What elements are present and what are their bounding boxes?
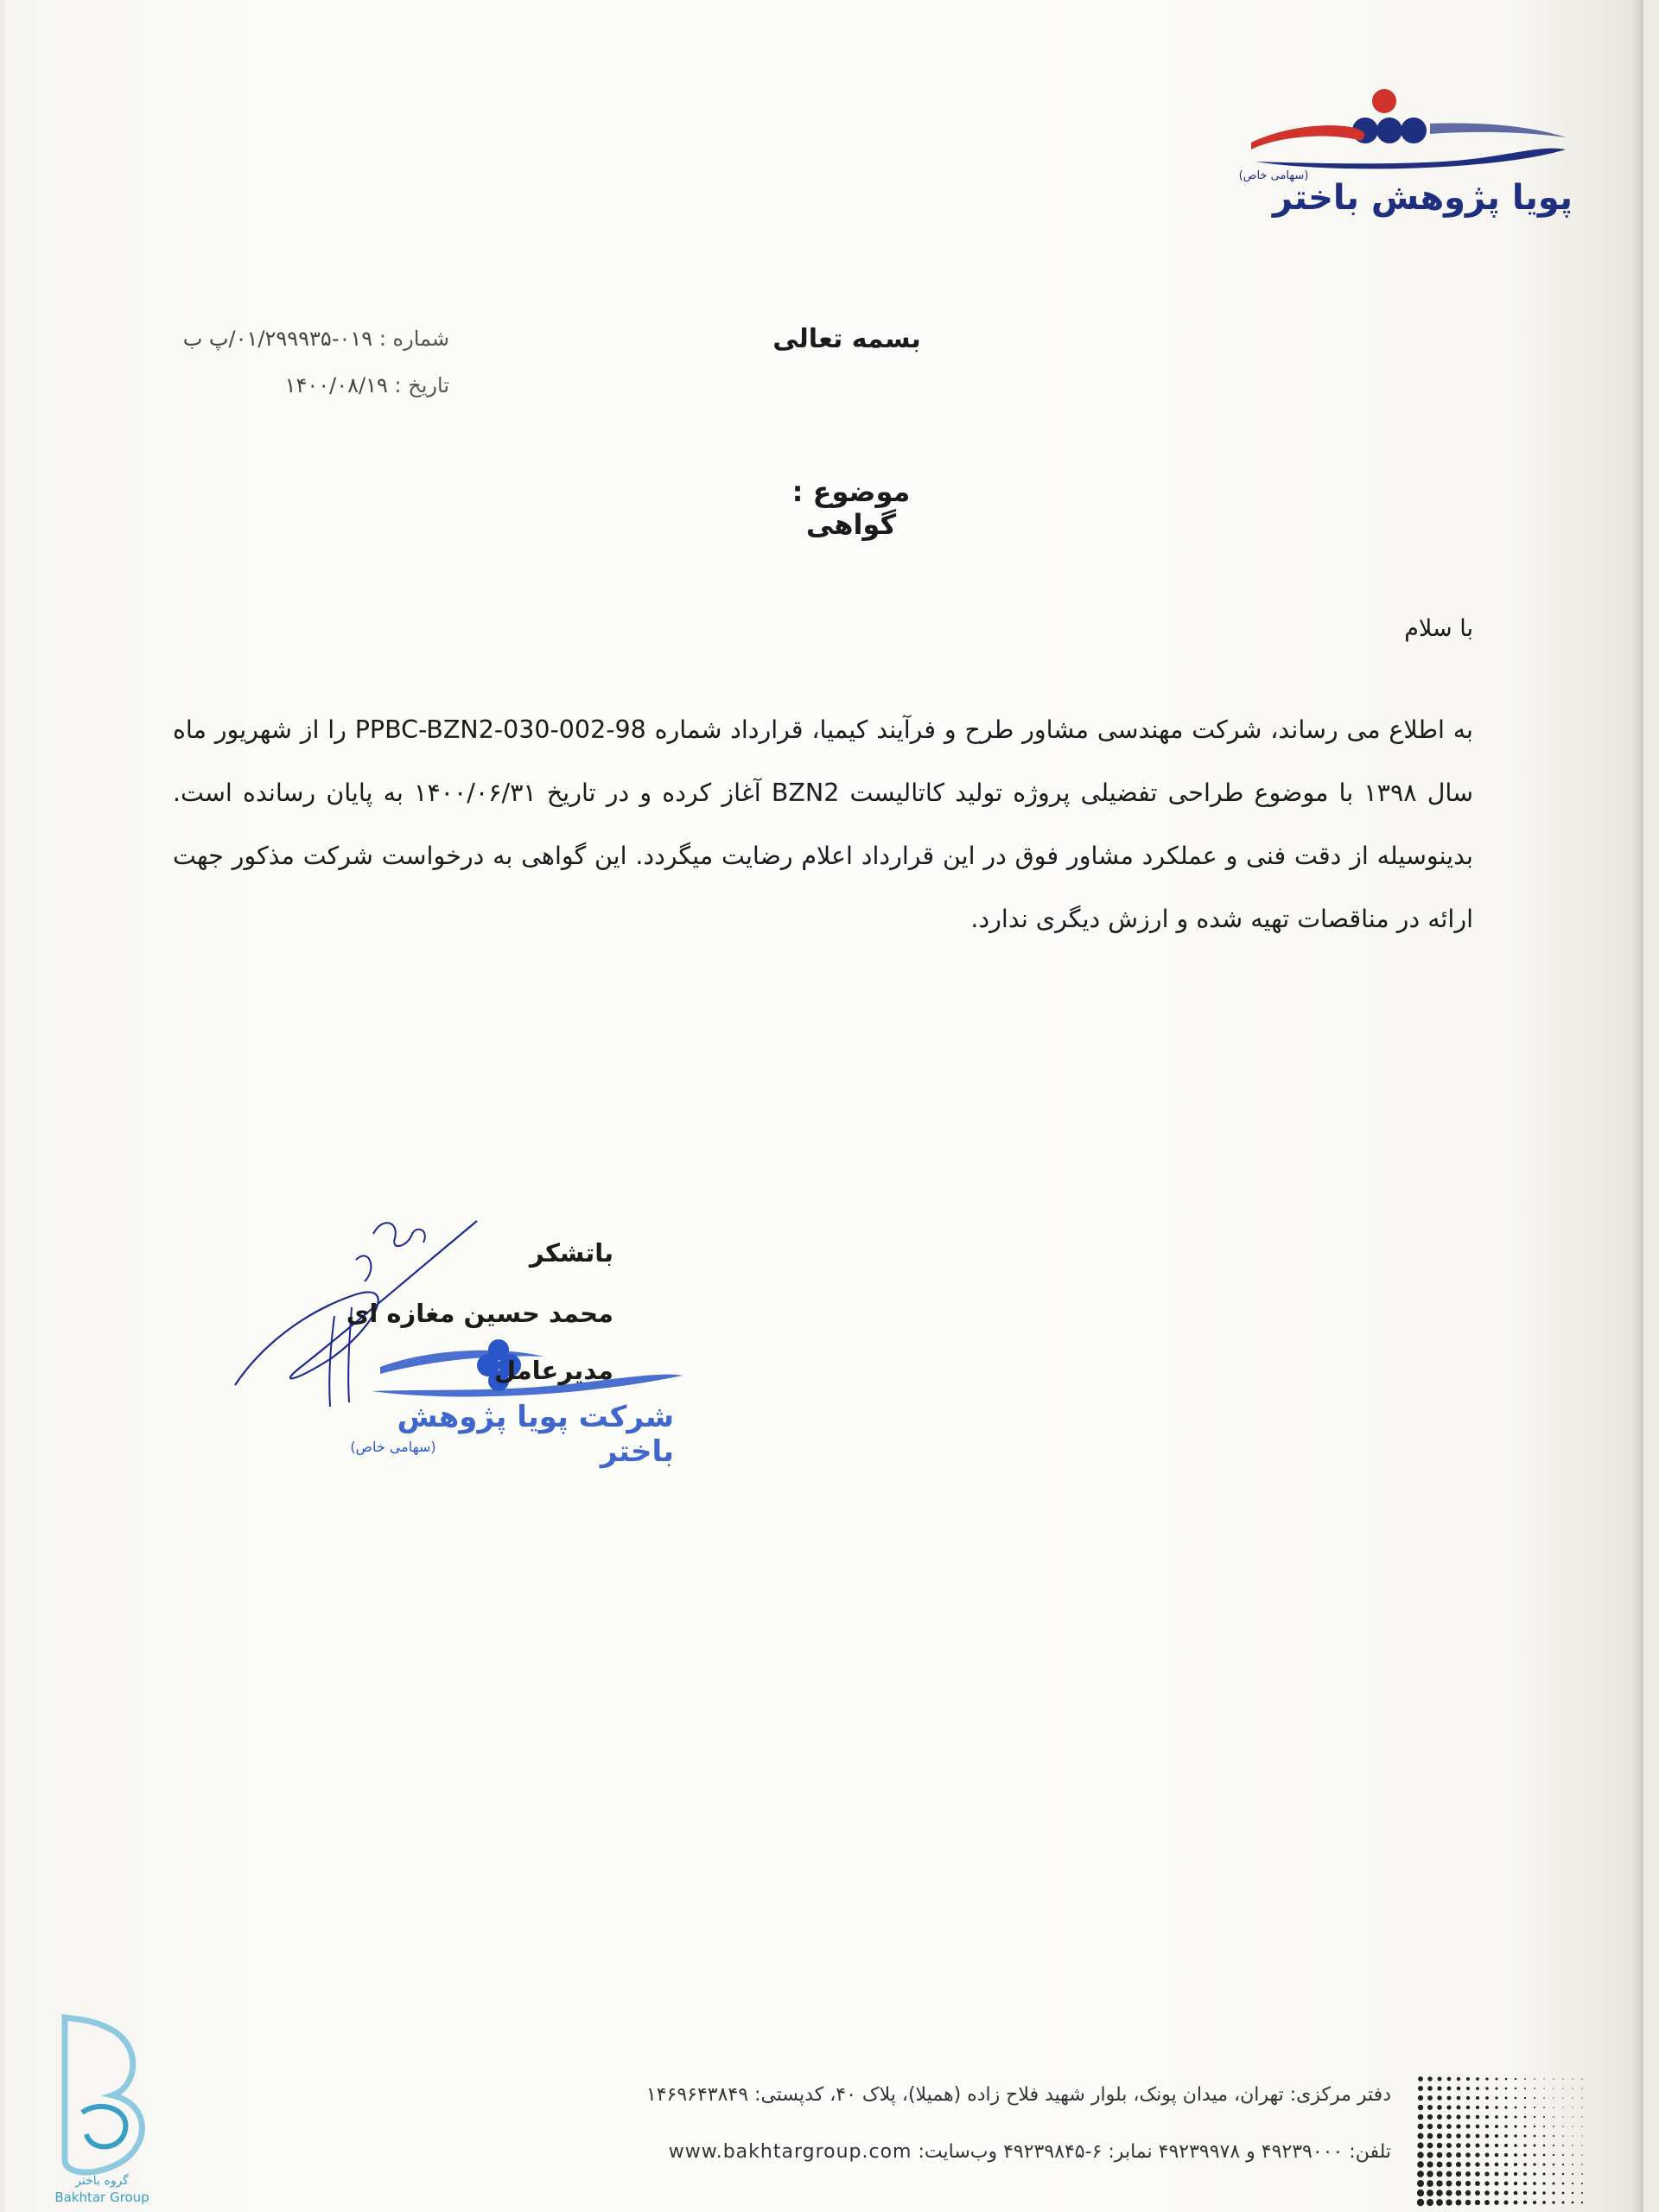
stamp-company-tag: (سهامی خاص) (350, 1439, 436, 1455)
logo-company-tag: (سهامی خاص) (1238, 169, 1309, 182)
basmala-heading: بسمه تعالی (772, 324, 921, 354)
letter-number-row (130, 327, 449, 351)
letter-subject: موضوع : گواهی (791, 475, 911, 541)
signature-thanks: باتشکر (529, 1238, 613, 1268)
footer-brand-en: Bakhtar Group (54, 2190, 149, 2205)
letter-date-label: تاریخ : (394, 373, 449, 397)
letter-greeting: با سلام (1404, 615, 1473, 642)
letter-date-value: ۱۴۰۰/۰۸/۱۹ (284, 373, 388, 397)
logo-company-name: پویا پژوهش باختر (1272, 178, 1573, 218)
footer-brand-fa: گروه باختر (75, 2174, 129, 2188)
letter-date-row (130, 373, 449, 397)
footer-contact: تلفن: ۴۹۲۳۹۰۰۰ و ۴۹۲۳۹۹۷۸ نمابر: ۶-۴۹۲۳۹۸۴۵ وب‌سایت: www.bakhtargroup.com (668, 2141, 1391, 2163)
signatory-name: محمد حسین مغازه ای (346, 1299, 613, 1328)
letter-body: به اطلاع می رساند، شرکت مهندسی مشاور طرح و فرآیند کیمیا، قرارداد شماره 98-PPBC-BZN2-030-002 را از شهریور ماه سال ۱۳۹۸ با موضوع طراحی تفضیلی پروژه تولید کاتالیست BZN2 آغاز کرده و در تاریخ ۱۴۰۰/۰۶/۳۱ به پایان رسانده است. بدینوسیله از دقت فنی و عملکرد مشاور فوق در این قرارداد اعلام رضایت میگردد. این گواهی به درخواست شرکت مذکور جهت ارائه در مناقصات تهیه شده و ارزش دیگری ندارد. (173, 715, 1473, 933)
footer-address: دفتر مرکزی: تهران، میدان پونک، بلوار شهید فلاح زاده (همیلا)، پلاک ۴۰، کدپستی: ۱۴۶۹۶۴۳۸۴۹ (645, 2084, 1391, 2106)
letter-number-value: ۰۱۹-۰۱/۲۹۹۹۳۵/پ ب (182, 327, 373, 351)
letter-number-label: شماره : (378, 327, 449, 351)
stamp-company-name: شرکت پویا پژوهش باختر (397, 1400, 674, 1469)
bakhtar-group-logo-icon (48, 2009, 160, 2182)
page-edge-shadow (1631, 0, 1643, 2212)
signatory-title: مدیرعامل (493, 1356, 613, 1385)
dot-pattern-icon (1415, 2074, 1588, 2212)
